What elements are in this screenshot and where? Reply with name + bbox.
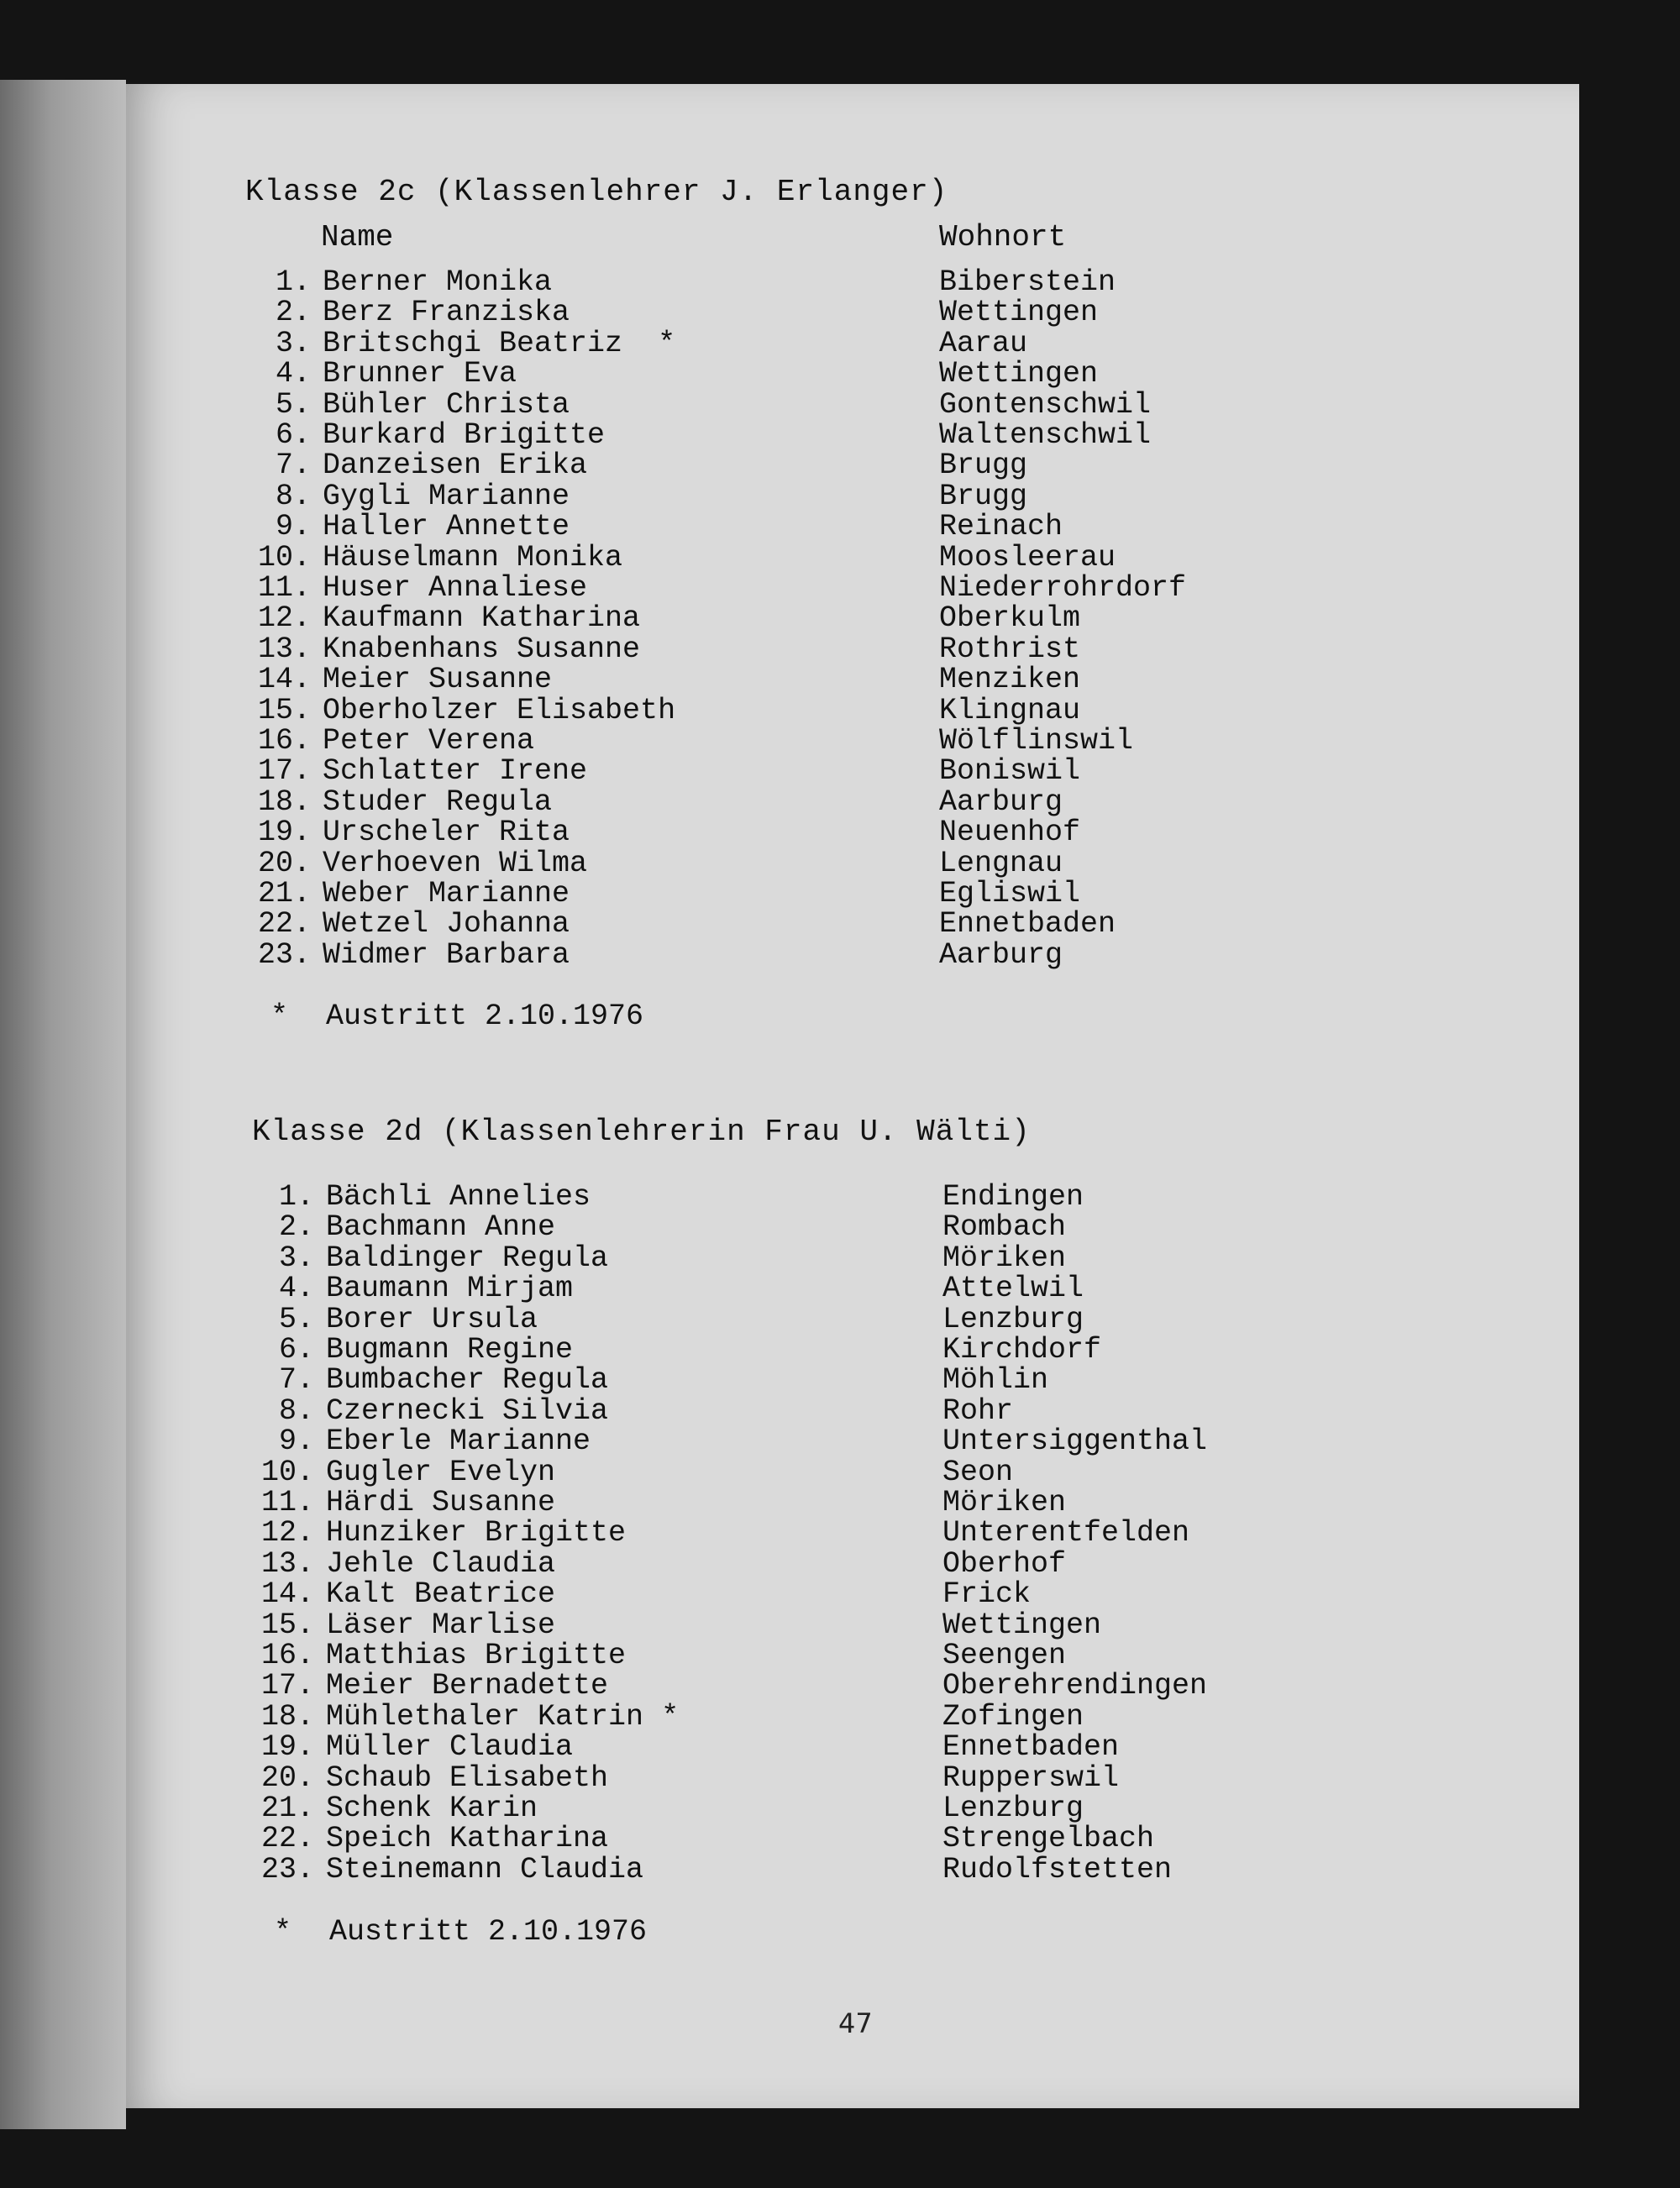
table-row (126, 1304, 1579, 1335)
row-number: 8. (275, 479, 311, 513)
table-row (126, 1182, 1579, 1212)
column-header-wohnort: Wohnort (939, 220, 1067, 254)
student-name: Bühler Christa (323, 387, 570, 422)
student-name: Gygli Marianne (323, 479, 570, 513)
row-number: 15. (257, 693, 311, 727)
row-number: 23. (257, 937, 311, 972)
student-name: Meier Bernadette (326, 1669, 609, 1703)
student-name: Gugler Evelyn (326, 1455, 556, 1489)
student-name: Bumbacher Regula (326, 1363, 609, 1398)
student-wohnort: Egliswil (939, 877, 1081, 910)
row-number: 20. (260, 1760, 314, 1795)
row-number: 13. (260, 1546, 314, 1581)
table-row (126, 267, 1579, 297)
class-2d-heading: Klasse 2d (Klassenlehrerin Frau U. Wälti) (252, 1115, 1031, 1149)
row-number: 18. (260, 1699, 314, 1734)
row-number: 22. (260, 1822, 314, 1856)
row-number: 6. (275, 418, 311, 452)
student-name: Oberholzer Elisabeth (323, 693, 676, 727)
table-row (126, 512, 1579, 542)
student-wohnort: Wettingen (942, 1608, 1102, 1642)
student-name: Schlatter Irene (323, 754, 588, 789)
row-number: 22. (257, 907, 311, 942)
row-number: 3. (275, 326, 311, 360)
student-wohnort: Rohr (942, 1393, 1014, 1428)
table-row (126, 387, 1579, 422)
student-wohnort: Möriken (942, 1486, 1067, 1519)
table-row (126, 1671, 1579, 1701)
class-2d-footnote-text: Austritt 2.10.1976 (329, 1915, 648, 1949)
student-name: Verhoeven Wilma (323, 846, 588, 880)
student-wohnort: Ennetbaden (939, 907, 1116, 942)
student-name: Mühlethaler Katrin * (326, 1699, 680, 1734)
student-wohnort: Frick (942, 1577, 1032, 1612)
row-number: 4. (275, 357, 311, 391)
class-2c-footnote-text: Austritt 2.10.1976 (326, 1000, 644, 1033)
student-name: Peter Verena (323, 724, 535, 758)
student-name: Speich Katharina (326, 1822, 609, 1856)
row-number: 2. (275, 296, 311, 330)
student-wohnort: Seon (942, 1455, 1014, 1489)
row-number: 20. (257, 846, 311, 880)
page-number: 47 (838, 2007, 873, 2039)
table-row (126, 879, 1579, 909)
student-wohnort: Wettingen (939, 357, 1099, 391)
row-number: 18. (257, 784, 311, 819)
table-row (126, 1335, 1579, 1365)
table-row (126, 601, 1579, 636)
table-row (126, 1730, 1579, 1765)
student-name: Britschgi Beatriz * (323, 326, 676, 360)
row-number: 4. (278, 1272, 314, 1306)
row-number: 21. (257, 877, 311, 910)
student-wohnort: Kirchdorf (942, 1333, 1102, 1367)
table-row (126, 573, 1579, 603)
table-row (126, 1488, 1579, 1518)
table-row (126, 848, 1579, 879)
table-row (126, 907, 1579, 942)
student-wohnort: Boniswil (939, 754, 1081, 789)
student-wohnort: Lenzburg (942, 1302, 1084, 1336)
row-number: 16. (260, 1639, 314, 1672)
student-wohnort: Wettingen (939, 296, 1099, 330)
student-name: Studer Regula (323, 784, 553, 819)
student-wohnort: Unterentfelden (942, 1516, 1190, 1550)
student-wohnort: Zofingen (942, 1699, 1084, 1734)
table-row (126, 1518, 1579, 1548)
row-number: 21. (260, 1792, 314, 1825)
student-wohnort: Aarau (939, 326, 1028, 360)
student-name: Wetzel Johanna (323, 907, 570, 942)
student-name: Schaub Elisabeth (326, 1760, 609, 1795)
table-row (126, 1793, 1579, 1823)
student-name: Meier Susanne (323, 663, 553, 697)
student-wohnort: Seengen (942, 1639, 1067, 1672)
row-number: 17. (260, 1669, 314, 1703)
student-name: Matthias Brigitte (326, 1639, 627, 1672)
student-wohnort: Rombach (942, 1210, 1067, 1245)
student-name: Bugmann Regine (326, 1333, 574, 1367)
student-wohnort: Rupperswil (942, 1760, 1120, 1795)
student-name: Czernecki Silvia (326, 1393, 609, 1428)
table-row (126, 481, 1579, 512)
row-number: 9. (275, 510, 311, 544)
class-2c-footnote-mark: * (270, 1000, 289, 1033)
table-row (126, 1393, 1579, 1428)
row-number: 16. (257, 724, 311, 758)
class-2d-footnote-mark: * (274, 1915, 292, 1949)
row-number: 8. (278, 1393, 314, 1428)
row-number: 15. (260, 1608, 314, 1642)
student-wohnort: Möriken (942, 1241, 1067, 1275)
row-number: 14. (260, 1577, 314, 1612)
student-wohnort: Rudolfstetten (942, 1852, 1173, 1886)
table-row (126, 1610, 1579, 1640)
table-row (126, 420, 1579, 450)
row-number: 5. (275, 387, 311, 422)
student-wohnort: Oberkulm (939, 601, 1081, 636)
student-name: Eberle Marianne (326, 1425, 591, 1459)
row-number: 23. (260, 1852, 314, 1886)
table-row (126, 1273, 1579, 1304)
student-wohnort: Niederrohrdorf (939, 571, 1187, 605)
student-name: Härdi Susanne (326, 1486, 556, 1519)
student-wohnort: Biberstein (939, 265, 1116, 299)
student-name: Müller Claudia (326, 1730, 574, 1765)
row-number: 6. (278, 1333, 314, 1367)
table-row (126, 359, 1579, 389)
student-wohnort: Moosleerau (939, 540, 1116, 575)
row-number: 7. (278, 1363, 314, 1398)
table-row (126, 1457, 1579, 1488)
student-name: Jehle Claudia (326, 1546, 556, 1581)
row-number: 10. (260, 1455, 314, 1489)
student-name: Kaufmann Katharina (323, 601, 641, 636)
table-row (126, 784, 1579, 819)
row-number: 11. (257, 571, 311, 605)
student-wohnort: Ennetbaden (942, 1730, 1120, 1765)
student-wohnort: Aarburg (939, 784, 1063, 819)
row-number: 17. (257, 754, 311, 789)
table-row (126, 1699, 1579, 1734)
student-wohnort: Reinach (939, 510, 1063, 544)
row-number: 5. (278, 1302, 314, 1336)
table-row (126, 634, 1579, 664)
row-number: 19. (260, 1730, 314, 1765)
student-wohnort: Oberehrendingen (942, 1669, 1208, 1703)
table-row (126, 1852, 1579, 1886)
table-row (126, 937, 1579, 972)
student-wohnort: Neuenhof (939, 816, 1081, 850)
table-row (126, 449, 1579, 483)
class-2c-heading: Klasse 2c (Klassenlehrer J. Erlanger) (245, 175, 948, 209)
student-name: Knabenhans Susanne (323, 632, 641, 666)
table-row (126, 540, 1579, 575)
student-wohnort: Oberhof (942, 1546, 1067, 1581)
row-number: 1. (275, 265, 311, 299)
student-wohnort: Untersiggenthal (942, 1425, 1208, 1459)
student-name: Danzeisen Erika (323, 449, 588, 483)
student-wohnort: Klingnau (939, 693, 1081, 727)
student-wohnort: Wölflinswil (939, 724, 1134, 758)
student-name: Brunner Eva (323, 357, 517, 391)
document-page (126, 84, 1579, 2108)
table-row (126, 816, 1579, 850)
student-name: Häuselmann Monika (323, 540, 623, 575)
table-row (126, 1546, 1579, 1581)
table-row (126, 726, 1579, 756)
student-name: Weber Marianne (323, 877, 570, 910)
table-row (126, 695, 1579, 726)
student-name: Haller Annette (323, 510, 570, 544)
table-row (126, 1760, 1579, 1795)
row-number: 14. (257, 663, 311, 697)
student-wohnort: Gontenschwil (939, 387, 1152, 422)
student-wohnort: Lengnau (939, 846, 1063, 880)
student-wohnort: Brugg (939, 479, 1028, 513)
student-wohnort: Rothrist (939, 632, 1081, 666)
row-number: 1. (278, 1180, 314, 1214)
student-name: Urscheler Rita (323, 816, 570, 850)
table-row (126, 1823, 1579, 1854)
table-row (126, 1243, 1579, 1273)
row-number: 2. (278, 1210, 314, 1245)
row-number: 9. (278, 1425, 314, 1459)
student-name: Huser Annaliese (323, 571, 588, 605)
row-number: 19. (257, 816, 311, 850)
student-wohnort: Brugg (939, 449, 1028, 483)
student-name: Steinemann Claudia (326, 1852, 644, 1886)
student-wohnort: Menziken (939, 663, 1081, 697)
table-row (126, 1425, 1579, 1459)
book-spine (0, 80, 126, 2129)
student-wohnort: Lenzburg (942, 1792, 1084, 1825)
table-row (126, 1577, 1579, 1612)
student-wohnort: Strengelbach (942, 1822, 1155, 1856)
row-number: 10. (257, 540, 311, 575)
column-header-name: Name (321, 220, 394, 254)
table-row (126, 1363, 1579, 1398)
table-row (126, 664, 1579, 695)
student-name: Berner Monika (323, 265, 553, 299)
student-name: Borer Ursula (326, 1302, 538, 1336)
student-name: Hunziker Brigitte (326, 1516, 627, 1550)
row-number: 12. (257, 601, 311, 636)
table-row (126, 297, 1579, 328)
student-wohnort: Möhlin (942, 1363, 1049, 1398)
student-name: Schenk Karin (326, 1792, 538, 1825)
table-row (126, 1210, 1579, 1245)
student-name: Kalt Beatrice (326, 1577, 556, 1612)
table-row (126, 1640, 1579, 1671)
student-wohnort: Attelwil (942, 1272, 1084, 1306)
student-wohnort: Aarburg (939, 937, 1063, 972)
row-number: 12. (260, 1516, 314, 1550)
student-name: Läser Marlise (326, 1608, 556, 1642)
row-number: 13. (257, 632, 311, 666)
student-name: Bächli Annelies (326, 1180, 591, 1214)
student-name: Bachmann Anne (326, 1210, 556, 1245)
student-wohnort: Endingen (942, 1180, 1084, 1214)
row-number: 7. (275, 449, 311, 483)
student-name: Widmer Barbara (323, 937, 570, 972)
student-name: Baumann Mirjam (326, 1272, 574, 1306)
table-row (126, 754, 1579, 789)
table-row (126, 328, 1579, 359)
student-wohnort: Waltenschwil (939, 418, 1152, 452)
row-number: 3. (278, 1241, 314, 1275)
student-name: Baldinger Regula (326, 1241, 609, 1275)
row-number: 11. (260, 1486, 314, 1519)
student-name: Berz Franziska (323, 296, 570, 330)
student-name: Burkard Brigitte (323, 418, 606, 452)
